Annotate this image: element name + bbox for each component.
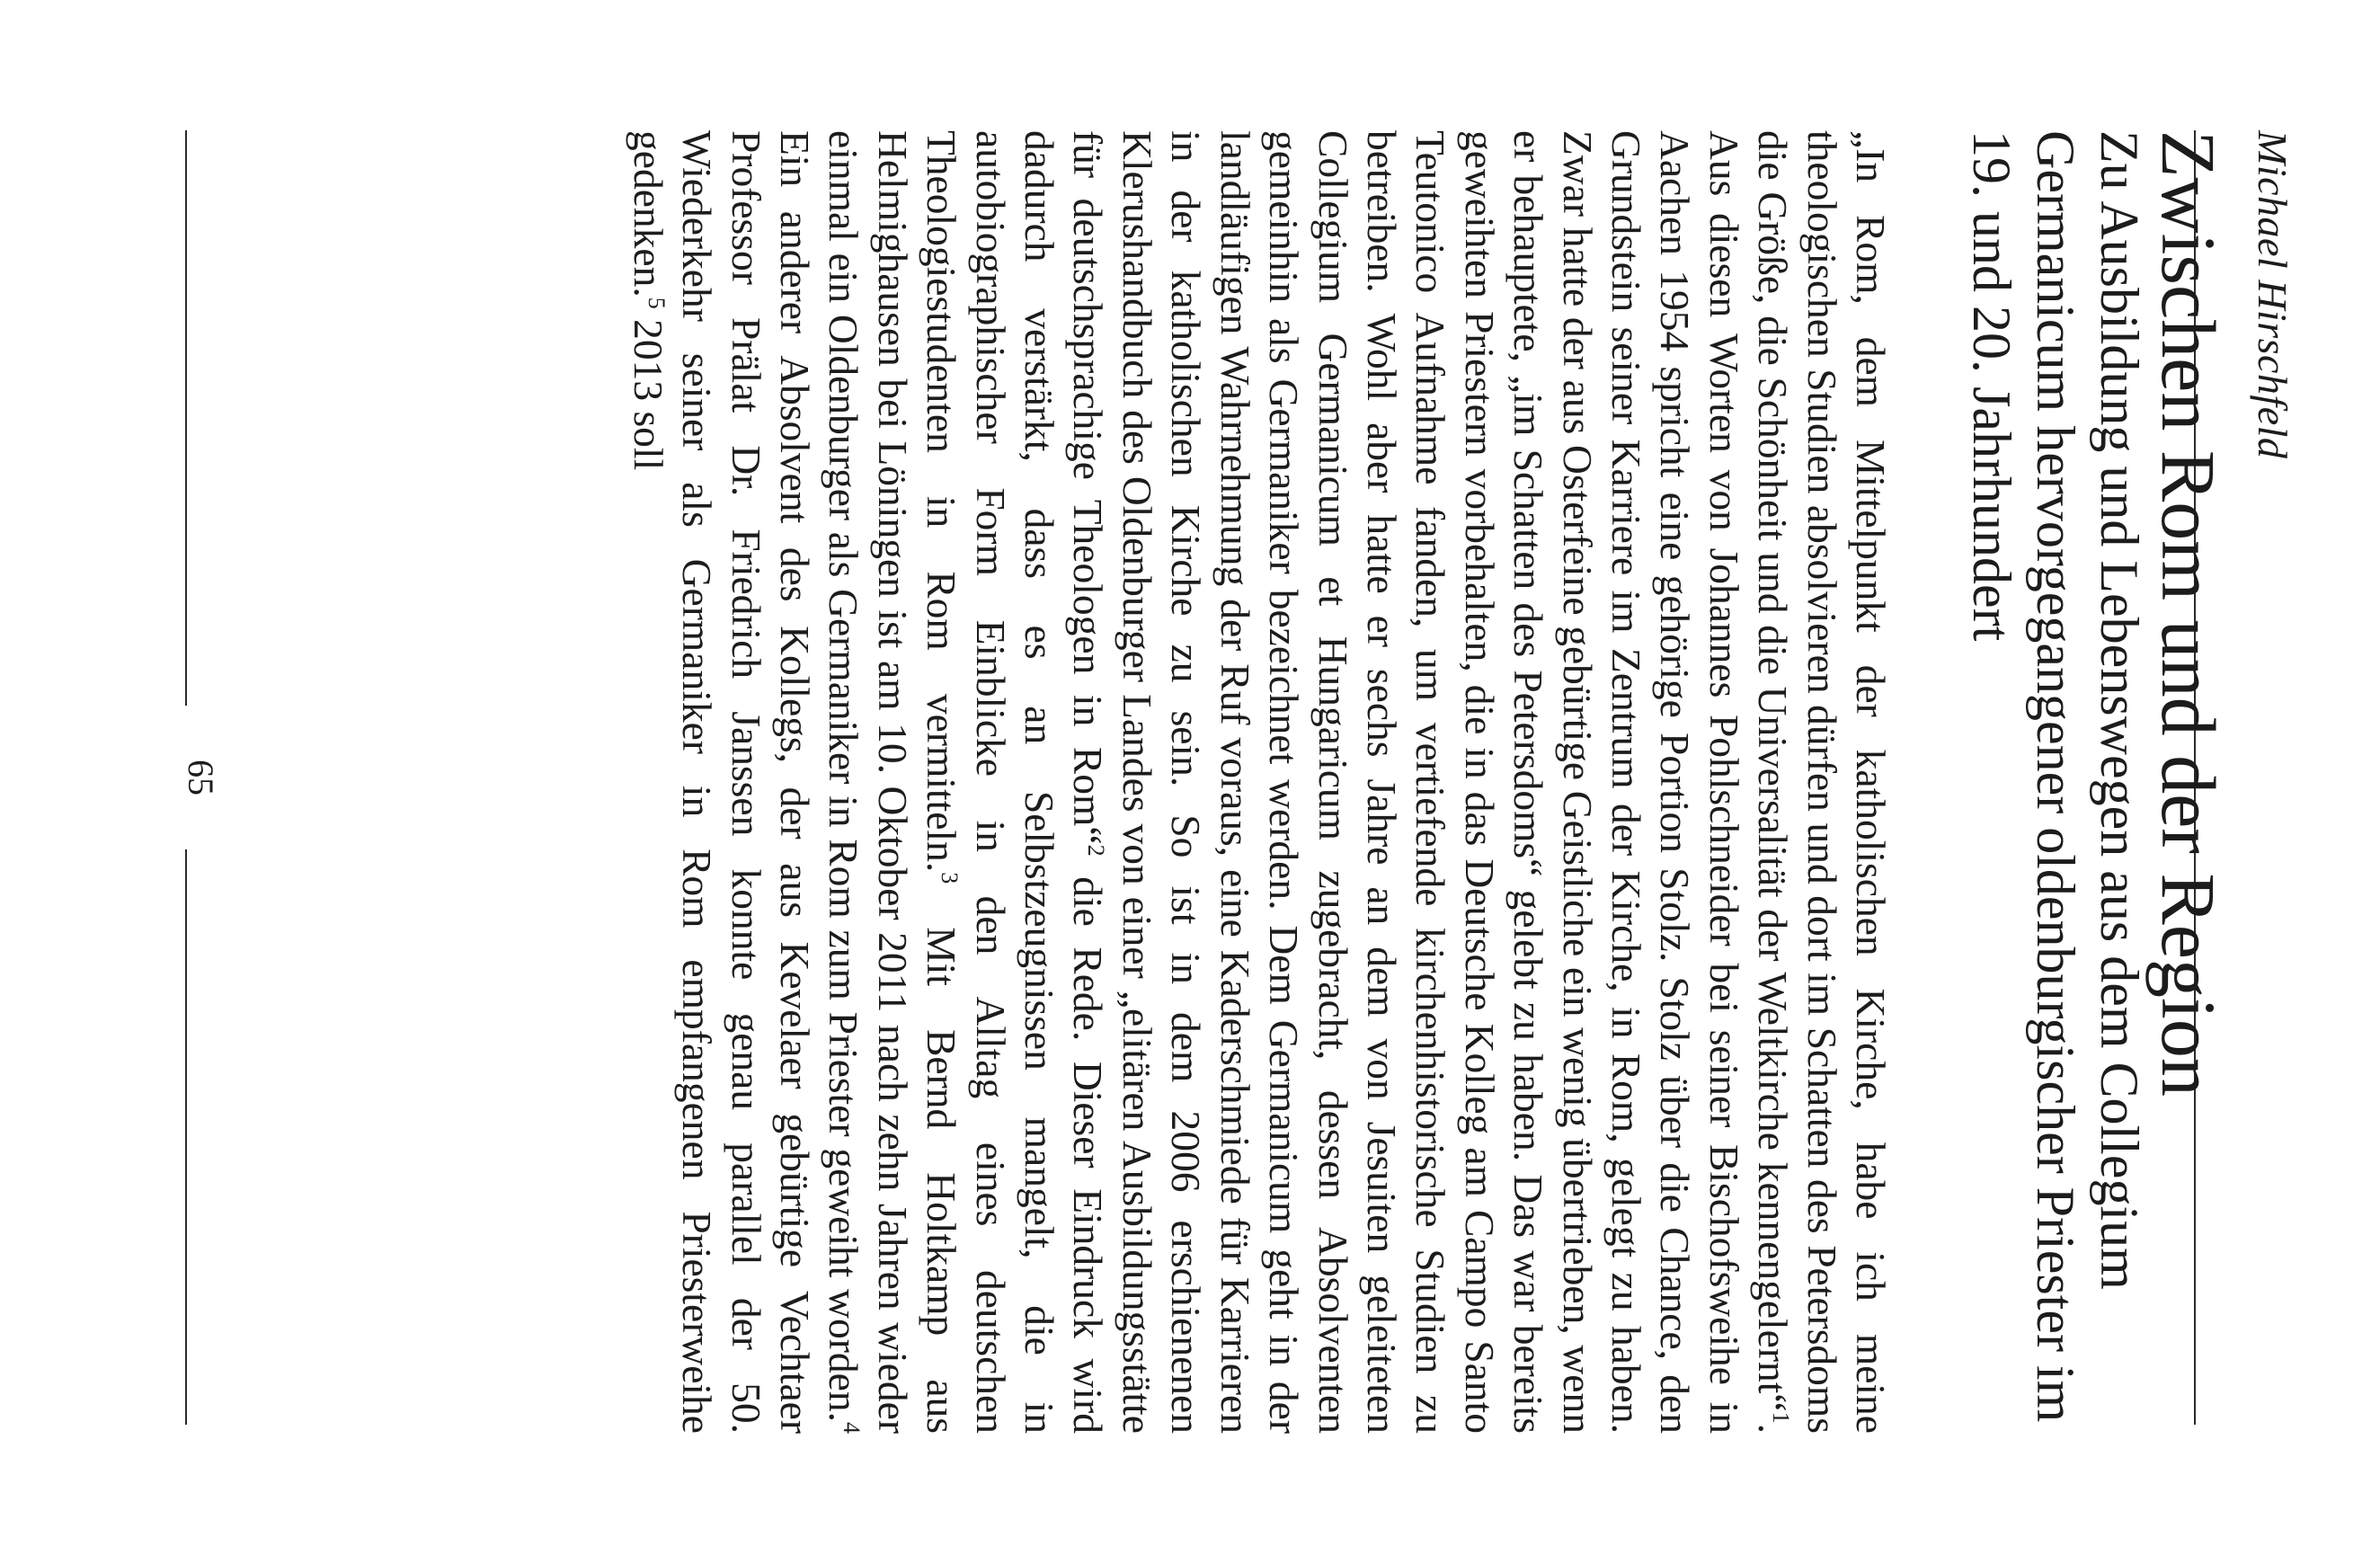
article-title: Zwischen Rom und der Region [2145, 130, 2232, 1097]
body-text: die Rede. Dieser Eindruck wird dadurch verstärkt, dass es an Selbstzeugnissen mangelt, die in autobiographischer Form Einblicke in den Alltag eines deutschen Theologiestudenten in Rom vermitteln. [919, 130, 1112, 1434]
footer-rule-right [185, 849, 187, 1425]
footnote-marker[interactable]: 3 [937, 872, 964, 884]
footnote-marker[interactable]: 2 [1083, 844, 1110, 857]
footer-rule-left [185, 130, 187, 706]
footnote-marker[interactable]: 5 [644, 297, 670, 309]
body-text: „In Rom, dem Mittelpunkt der katholischen Kirche, habe ich meine theologischen Studien absolvieren dürfen und dort im Schatten des Petersdoms die Größe, die Schönheit und die Universalität der Weltkirche kennengelernt“ [1750, 130, 1894, 1434]
page-number: 65 [181, 760, 221, 795]
footnote-marker[interactable]: 4 [839, 1422, 866, 1434]
body-paragraph [623, 130, 1895, 1434]
body-text: Mit Bernd Holtkamp aus Helmighausen bei Löningen ist am 10. Oktober 2011 nach zehn Jahren wieder einmal ein Oldenburger als Germaniker in Rom zum Priester geweiht worden. [821, 130, 965, 1434]
body-text: Ein anderer Absolvent des Kollegs, der aus Kevelaer gebürtige Vechtaer Professor Prälat Dr. Friedrich Janssen konnte genau parallel der 50. Wiederkehr seiner als Germaniker in Rom empfangenen Priesterweihe gedenken. [625, 130, 819, 1434]
body-text: 2013 soll [625, 308, 671, 471]
footnote-marker[interactable]: 1 [1768, 1411, 1795, 1424]
body-text: . Aus diesen Worten von Johannes Pohlschneider bei seiner Bischofsweihe in Aachen 1954 spricht eine gehörige Portion Stolz. Stolz über die Chance, den Grundstein seiner Karriere im Zentrum der Kirche, in Rom, gelegt zu haben. Zwar hatte der aus Osterfeine gebürtige Geistliche ein wenig übertrieben, wenn er behauptete, „im Schatten des Petersdoms“ gelebt zu haben. Das war bereits geweihten Priestern vorbehalten, die in das Deutsche Kolleg am Campo Santo Teutonico Aufnahme fanden, um vertiefende kirchenhistorische Studien zu betreiben. Wohl aber hatte er sechs Jahre an dem von Jesuiten geleiteten Collegium Germanicum et Hungaricum zugebracht, dessen Absolventen gemeinhin als Germaniker bezeichnet werden. Dem Germanicum geht in der landläufigen Wahrnehmung der Ruf voraus, eine Kaderschmiede für Karrieren in der katholischen Kirche zu sein. So ist in dem 2006 erschienenen Klerushandbuch des Oldenburger Landes von einer „elitären Ausbildungsstätte für deutschsprachige Theologen in Rom“ [1065, 130, 1797, 1434]
author-name: Michael Hirschfeld [2250, 130, 2296, 459]
article-subtitle: Zu Ausbildung und Lebenswegen aus dem Collegium Germanicum hervorgegangener oldenburgischer Priester im 19. und 20. Jahrhundert [1962, 130, 2149, 1423]
